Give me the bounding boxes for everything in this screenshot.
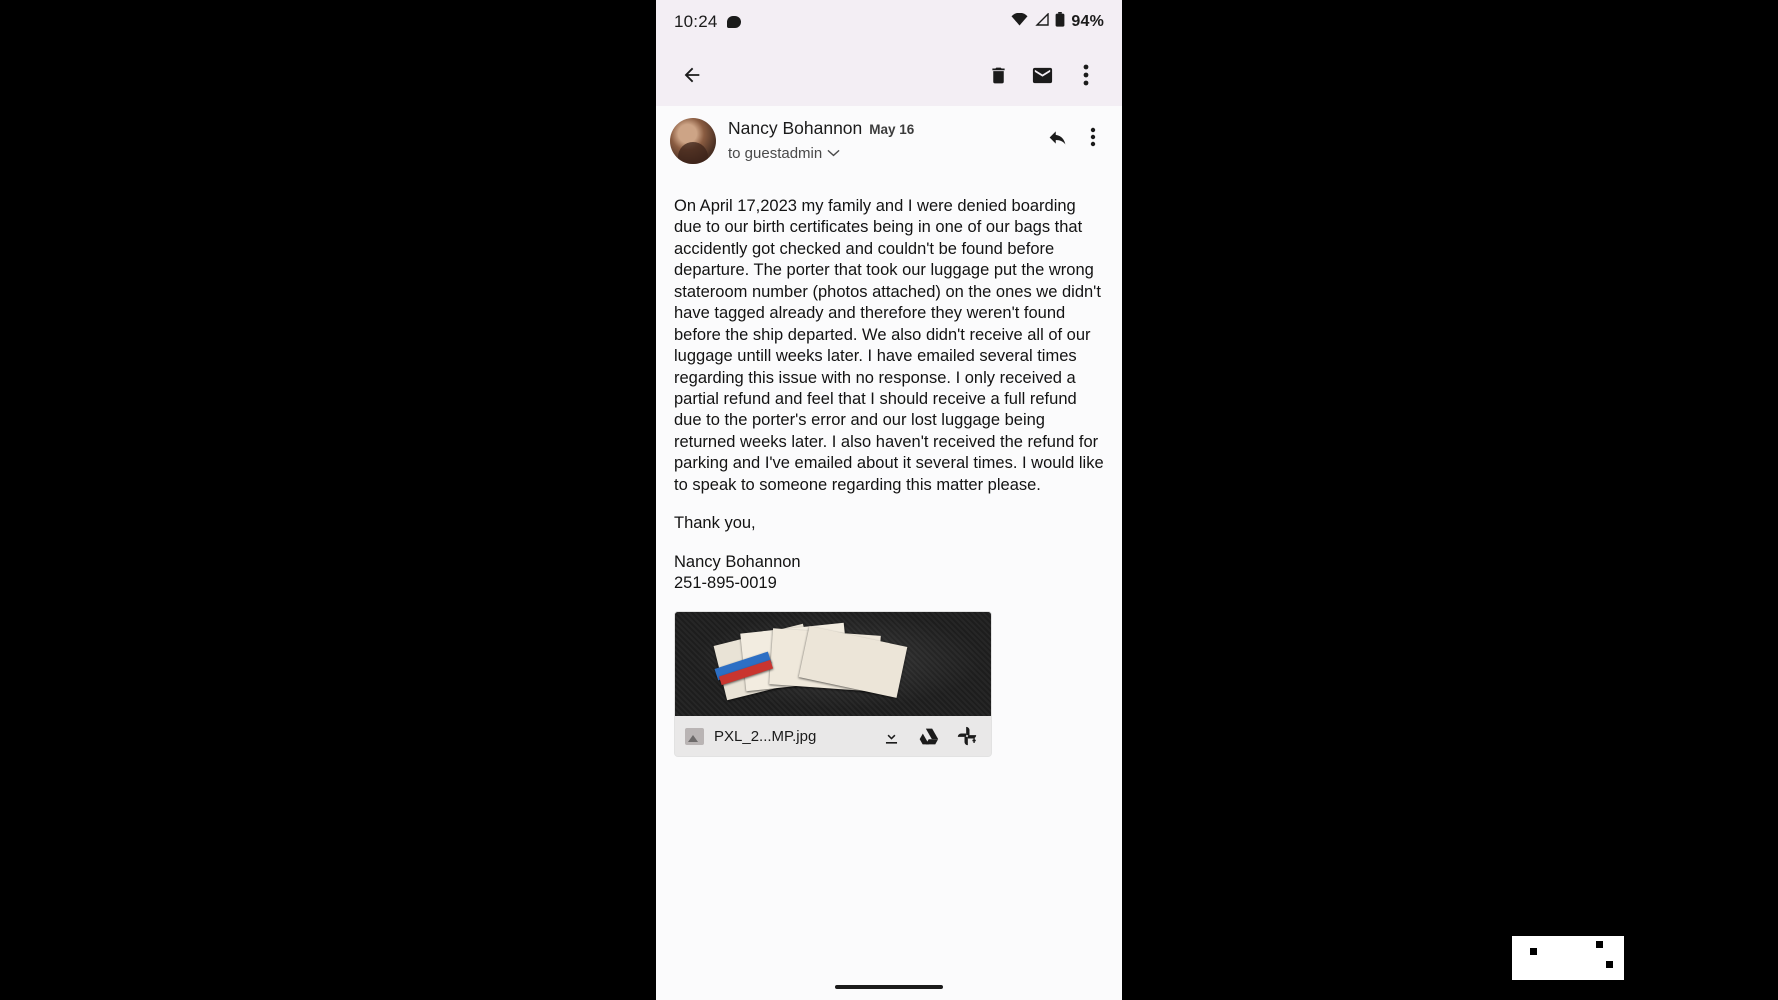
overlay-widget: [1512, 936, 1624, 980]
recipient-line[interactable]: [728, 144, 1040, 162]
status-bar-right: [1011, 12, 1104, 32]
google-photos-icon[interactable]: [953, 722, 981, 750]
avatar: [670, 118, 716, 164]
app-bar: [656, 44, 1122, 106]
message-body: [656, 106, 1122, 1000]
chat-bubble-icon: [727, 16, 741, 28]
navigation-bar: [656, 974, 1122, 1000]
message-closing: Thank you,: [674, 514, 756, 533]
image-icon: [685, 728, 704, 745]
recipient-label: to guestadmin: [728, 144, 823, 162]
overlay-dot: [1530, 948, 1537, 955]
signature-phone: 251-895-0019: [674, 574, 777, 592]
message-header-actions: [1040, 120, 1110, 154]
attachment-filename: PXL_2...MP.jpg: [714, 727, 817, 745]
message-header-text: [728, 118, 1040, 162]
phone-screen: [656, 0, 1122, 1000]
sender-line: [728, 118, 1040, 139]
status-bar-left: [674, 12, 741, 32]
google-drive-icon[interactable]: [915, 722, 943, 750]
message-header: [656, 106, 1122, 170]
status-bar: [656, 0, 1122, 44]
download-icon[interactable]: [877, 722, 905, 750]
status-clock: 10:24: [674, 12, 718, 31]
trash-icon[interactable]: [976, 53, 1020, 97]
cell-signal-icon: [1034, 13, 1049, 31]
overlay-dot: [1606, 961, 1613, 968]
battery-icon: [1055, 12, 1065, 32]
reply-arrow-icon[interactable]: [1040, 120, 1074, 154]
attachment-bar: [675, 716, 991, 756]
attachment-preview-image[interactable]: [675, 612, 991, 716]
message-paragraph: On April 17,2023 my family and I were denied boarding due to our birth certificates being in one of our bags that accidently got checked and couldn't be found before departure. The porter that took our luggage put the wrong stateroom number (photos attached) on the ones we didn't have tagged already and therefore they weren't found before the ship departed. We also didn't receive all of our luggage untill weeks later. I have emailed several times regarding this issue with no response. I only received a partial refund and feel that I should receive a full refund due to the porter's error and our lost luggage being returned weeks later. I also haven't received the refund for parking and I've emailed about it several times. I would like to speak to someone regarding this matter please.: [674, 197, 1104, 494]
envelope-icon[interactable]: [1020, 53, 1064, 97]
overlay-dot: [1596, 941, 1603, 948]
attachment-card[interactable]: [674, 611, 992, 757]
home-gesture-bar[interactable]: [835, 985, 943, 989]
message-more-vertical-icon[interactable]: [1076, 120, 1110, 154]
battery-percent: 94%: [1071, 13, 1104, 30]
wifi-icon: [1011, 13, 1028, 31]
signature-name: Nancy Bohannon: [674, 552, 801, 571]
message-date: May 16: [869, 122, 915, 137]
sender-name[interactable]: Nancy Bohannon: [728, 118, 863, 138]
message-text: [656, 170, 1122, 594]
more-vertical-icon[interactable]: [1064, 53, 1108, 97]
back-arrow-icon[interactable]: [670, 53, 714, 97]
chevron-down-icon[interactable]: [827, 144, 840, 162]
